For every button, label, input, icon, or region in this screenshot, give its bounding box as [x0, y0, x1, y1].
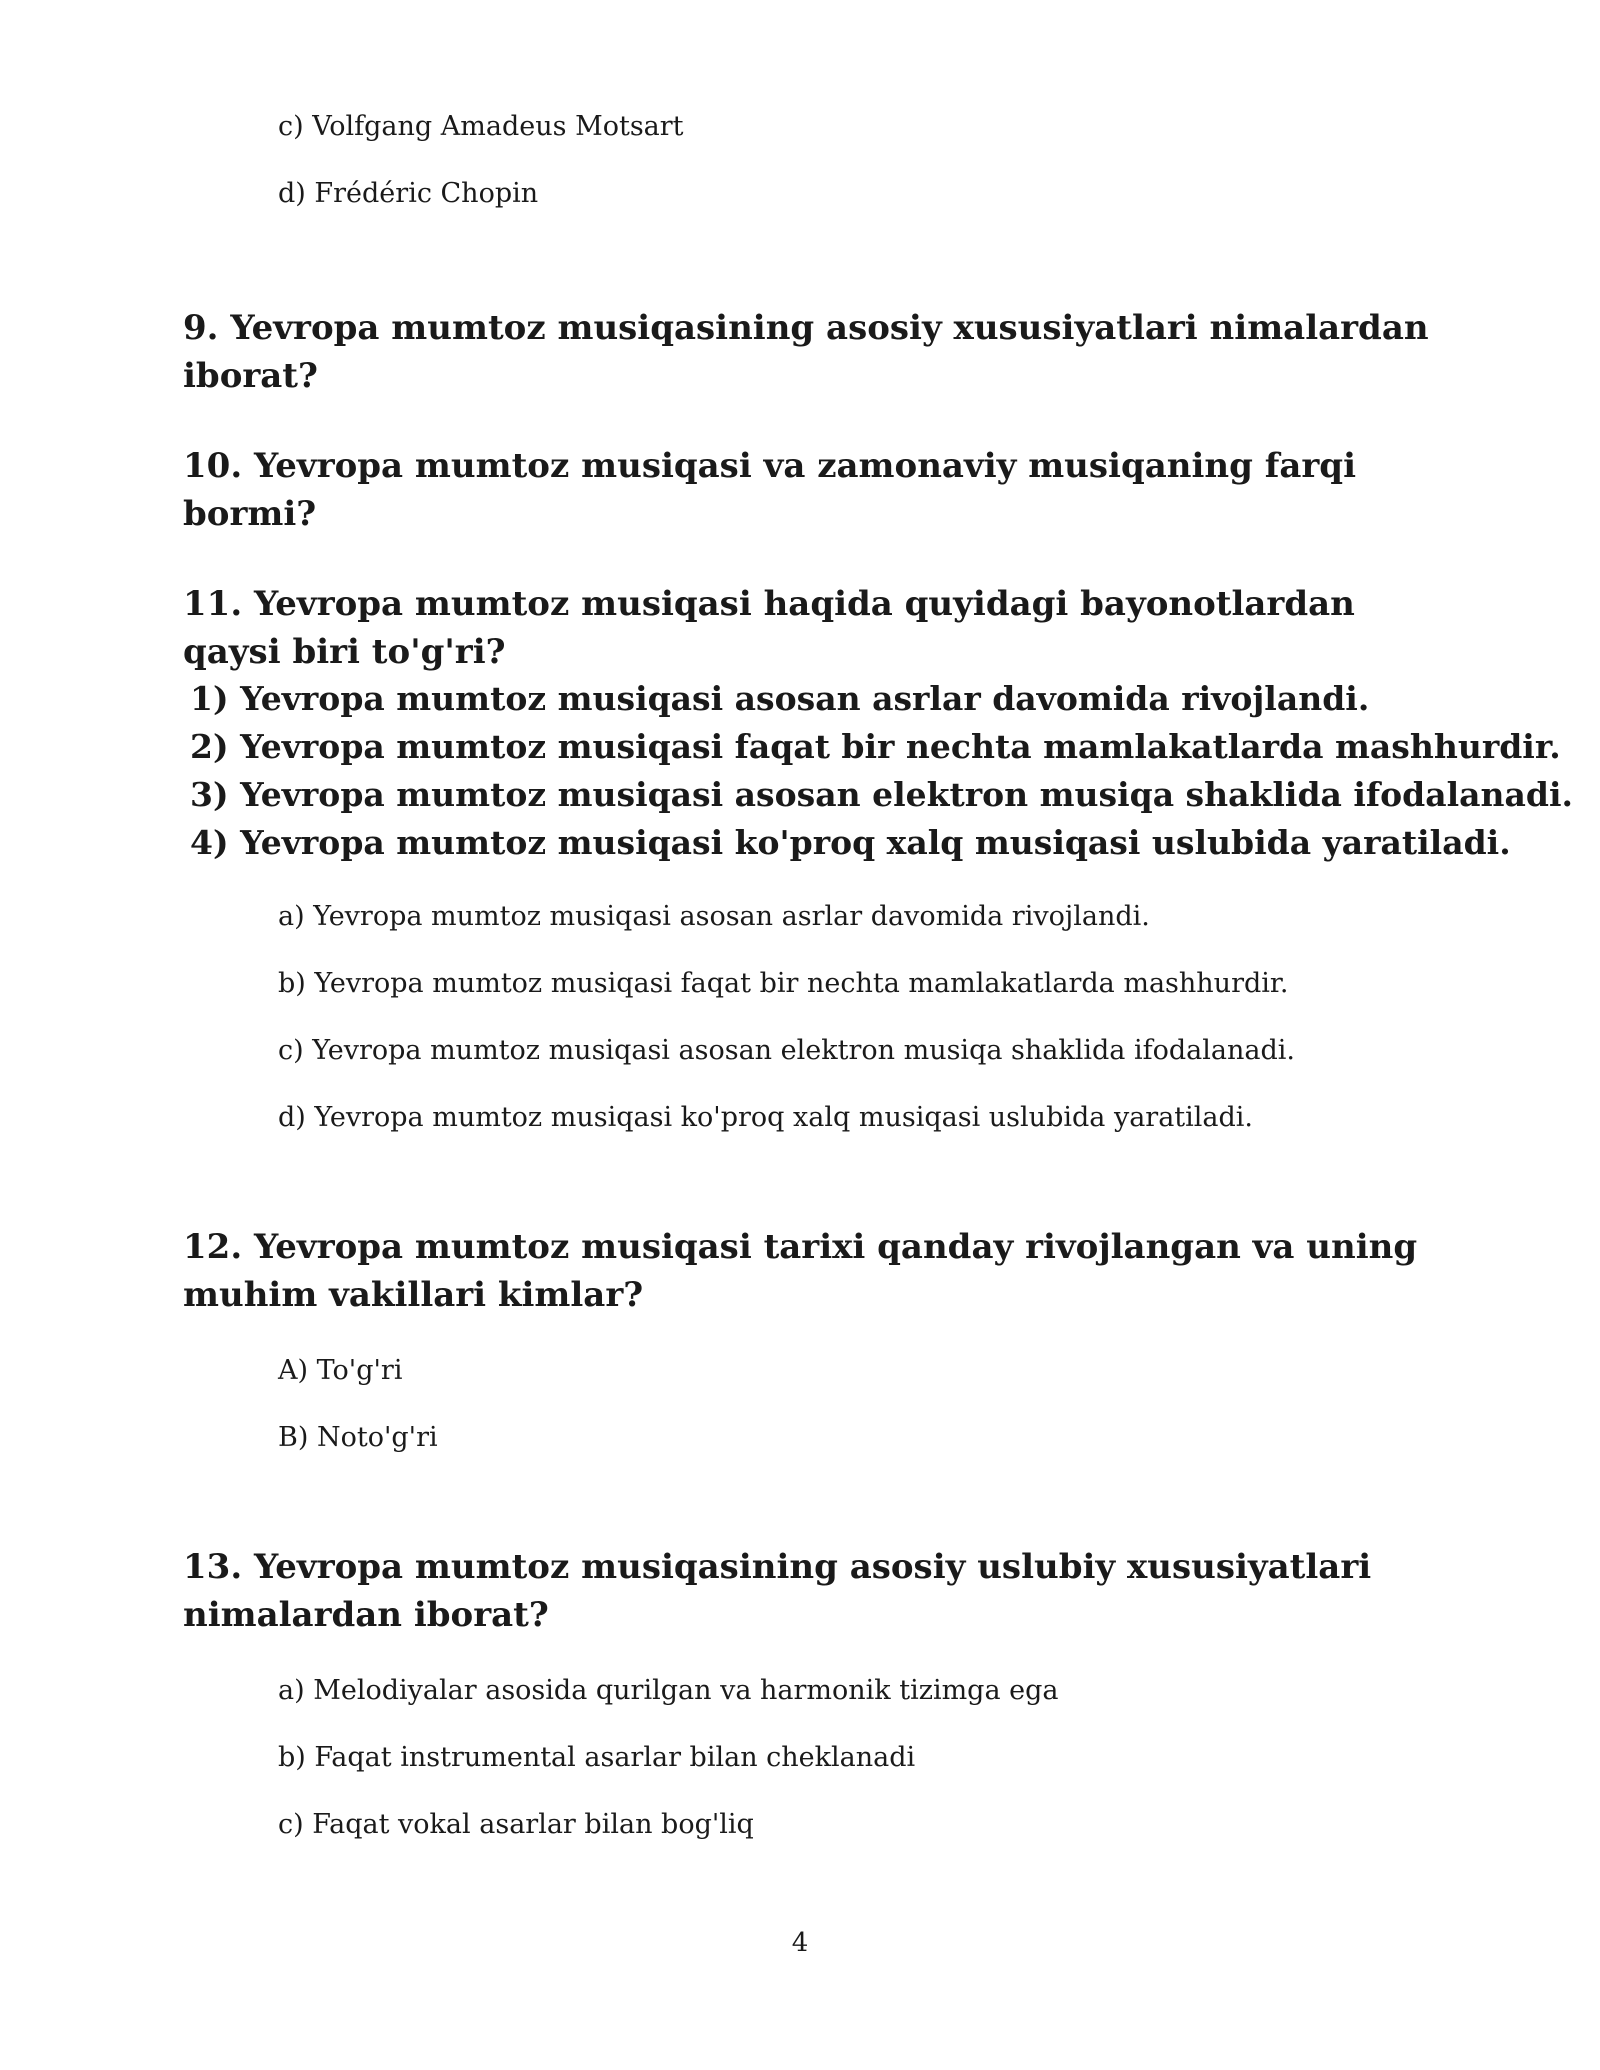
option-d: d) Yevropa mumtoz musiqasi ko'proq xalq musiqasi uslubida yaratiladi.	[278, 1102, 1254, 1133]
question-12-options	[278, 1354, 438, 1488]
question-11-options	[278, 900, 1295, 1168]
statement-4: 4) Yevropa mumtoz musiqasi ko'proq xalq musiqasi uslubida yaratiladi.	[190, 823, 1511, 862]
page-number: 4	[791, 1928, 809, 1958]
question-11-statements	[190, 675, 1573, 867]
question-9: 9. Yevropa mumtoz musiqasining asosiy xususiyatlari nimalardan iborat?	[183, 308, 1429, 396]
prev-question-options	[278, 110, 684, 244]
question-13: 13. Yevropa mumtoz musiqasining asosiy uslubiy xususiyatlari nimalardan iborat?	[183, 1547, 1372, 1635]
option-a: a) Melodiyalar asosida qurilgan va harmonik tizimga ega	[278, 1675, 1059, 1706]
option-c: c) Faqat vokal asarlar bilan bog'liq	[278, 1809, 754, 1840]
statement-3: 3) Yevropa mumtoz musiqasi asosan elektron musiqa shaklida ifodalanadi.	[190, 775, 1573, 814]
statement-2: 2) Yevropa mumtoz musiqasi faqat bir nechta mamlakatlarda mashhurdir.	[190, 727, 1561, 766]
question-12: 12. Yevropa mumtoz musiqasi tarixi qanday rivojlangan va uning muhim vakillari kimlar?	[183, 1227, 1418, 1315]
option-a: A) To'g'ri	[278, 1355, 403, 1386]
option-c: c) Yevropa mumtoz musiqasi asosan elektron musiqa shaklida ifodalanadi.	[278, 1035, 1295, 1066]
question-11: 11. Yevropa mumtoz musiqasi haqida quyidagi bayonotlardan qaysi biri to'g'ri?	[183, 584, 1355, 672]
option-b: b) Yevropa mumtoz musiqasi faqat bir nechta mamlakatlarda mashhurdir.	[278, 968, 1289, 999]
option-b: b) Faqat instrumental asarlar bilan cheklanadi	[278, 1742, 916, 1773]
statement-1: 1) Yevropa mumtoz musiqasi asosan asrlar davomida rivojlandi.	[190, 679, 1370, 718]
option-c: c) Volfgang Amadeus Motsart	[278, 111, 684, 142]
question-10: 10. Yevropa mumtoz musiqasi va zamonaviy musiqaning farqi bormi?	[183, 446, 1356, 534]
option-d: d) Frédéric Chopin	[278, 178, 539, 209]
question-13-options	[278, 1674, 1059, 1875]
option-b: B) Noto'g'ri	[278, 1422, 438, 1453]
option-a: a) Yevropa mumtoz musiqasi asosan asrlar davomida rivojlandi.	[278, 901, 1150, 932]
